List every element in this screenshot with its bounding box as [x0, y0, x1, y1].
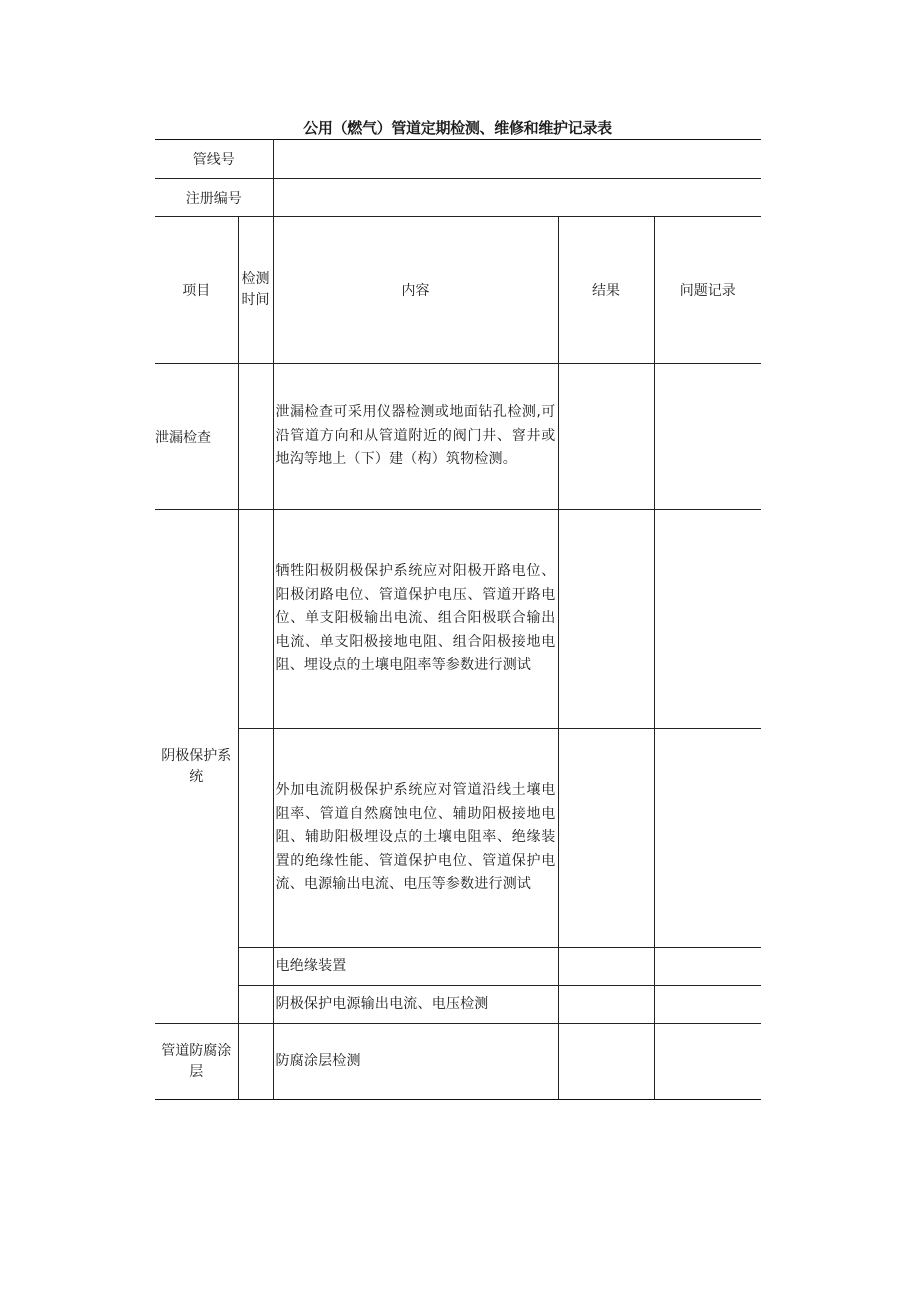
header-issue: 问题记录 — [654, 217, 761, 364]
sacrificial-issue-cell[interactable] — [654, 510, 761, 729]
pipeline-no-row — [155, 140, 761, 179]
coating-item-line2: 层 — [189, 1063, 204, 1080]
power-output-issue-cell[interactable] — [654, 986, 761, 1024]
coating-item — [155, 1024, 238, 1100]
impressed-current-content: 外加电流阴极保护系统应对管道沿线土壤电阻率、管道自然腐蚀电位、辅助阳极接地电阻、辅助阳极埋设点的土壤电阻率、绝缘装置的绝缘性能、管道保护电位、管道保护电流、电源输出电流、电压等参数进行测试 — [273, 729, 558, 948]
power-output-content: 阴极保护电源输出电流、电压检测 — [273, 986, 558, 1024]
header-item: 项目 — [155, 217, 238, 364]
cathodic-protection-item — [155, 510, 238, 1024]
header-row — [155, 217, 761, 364]
sacrificial-anode-content: 牺牲阳极阴极保护系统应对阳极开路电位、阳极闭路电位、管道保护电压、管道开路电位、单支阳极输出电流、组合阳极联合输出电流、单支阳极接地电阻、组合阳极接地电阻、埋设点的土壤电阻率等参数进行测试 — [273, 510, 558, 729]
coating-time-cell[interactable] — [238, 1024, 273, 1100]
coating-result-cell[interactable] — [558, 1024, 654, 1100]
header-content: 内容 — [273, 217, 558, 364]
registration-no-label: 注册编号 — [155, 179, 273, 217]
pipeline-no-label: 管线号 — [155, 140, 273, 179]
sacrificial-anode-row — [155, 510, 761, 729]
registration-no-row — [155, 179, 761, 217]
document-title: 公用（燃气）管道定期检测、维修和维护记录表 — [303, 119, 612, 137]
coating-item-line1: 管道防腐涂 — [161, 1042, 232, 1059]
power-output-time-cell[interactable] — [238, 986, 273, 1024]
impressed-result-cell[interactable] — [558, 729, 654, 948]
leak-check-result-cell[interactable] — [558, 364, 654, 510]
insulation-issue-cell[interactable] — [654, 948, 761, 986]
header-time-line1: 检测 — [241, 271, 270, 287]
sacrificial-time-cell[interactable] — [238, 510, 273, 729]
impressed-current-row — [155, 729, 761, 948]
impressed-time-cell[interactable] — [238, 729, 273, 948]
power-output-row — [155, 986, 761, 1024]
impressed-issue-cell[interactable] — [654, 729, 761, 948]
insulation-row — [155, 948, 761, 986]
power-output-result-cell[interactable] — [558, 986, 654, 1024]
sacrificial-result-cell[interactable] — [558, 510, 654, 729]
leak-check-row — [155, 364, 761, 510]
cathodic-item-line2: 统 — [189, 768, 204, 785]
inspection-record-table — [155, 139, 761, 1100]
leak-check-content: 泄漏检查可采用仪器检测或地面钻孔检测,可沿管道方向和从管道附近的阀门井、窨井或地沟等地上（下）建（构）筑物检测。 — [273, 364, 558, 510]
leak-check-time-cell[interactable] — [238, 364, 273, 510]
leak-check-item: 泄漏检查 — [155, 364, 238, 510]
coating-content: 防腐涂层检测 — [273, 1024, 558, 1100]
header-result: 结果 — [558, 217, 654, 364]
coating-issue-cell[interactable] — [654, 1024, 761, 1100]
header-time-line2: 时间 — [241, 292, 270, 308]
leak-check-issue-cell[interactable] — [654, 364, 761, 510]
insulation-time-cell[interactable] — [238, 948, 273, 986]
registration-no-field[interactable] — [273, 179, 761, 217]
insulation-result-cell[interactable] — [558, 948, 654, 986]
pipeline-no-field[interactable] — [273, 140, 761, 179]
insulation-content: 电绝缘装置 — [273, 948, 558, 986]
header-time — [238, 217, 273, 364]
coating-row — [155, 1024, 761, 1100]
cathodic-item-line1: 阴极保护系 — [161, 747, 232, 764]
